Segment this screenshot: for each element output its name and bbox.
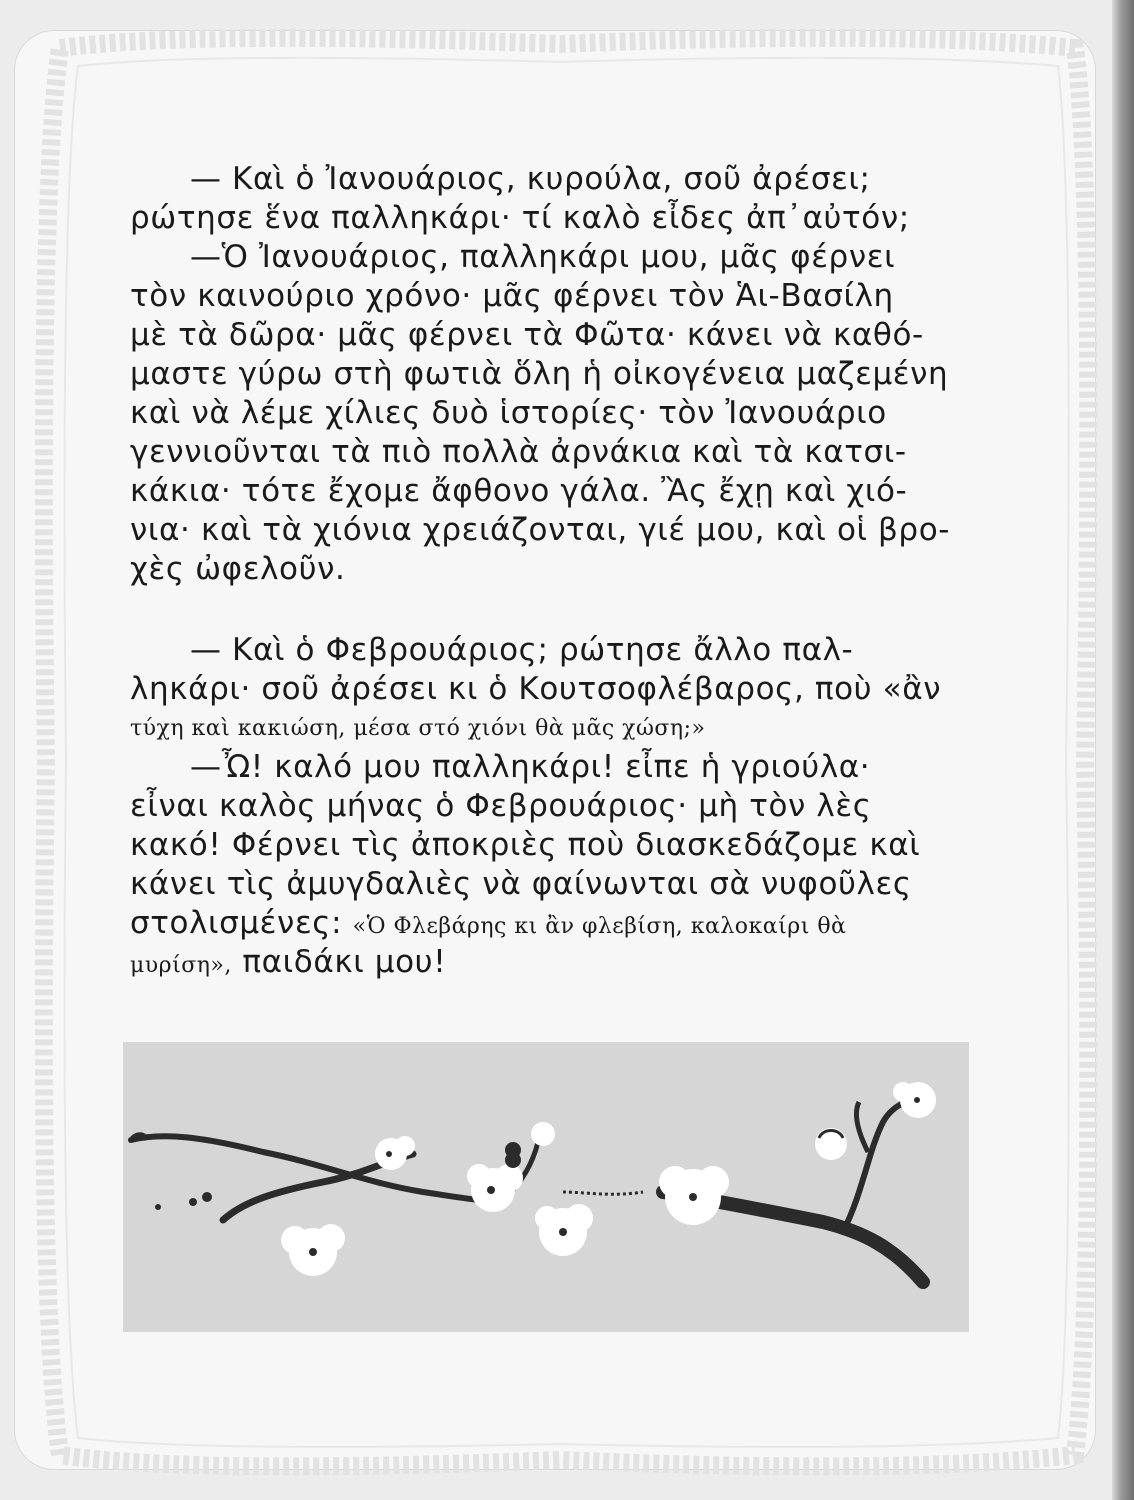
text-line: τὸν καινούριο χρόνο· μᾶς φέρνει τὸν Ἁι-Βασίλη (130, 278, 894, 314)
text-line: — Καὶ ὁ Ἰανουάριος, κυρούλα, σοῦ ἀρέσει; (190, 161, 871, 197)
text-line: μὲ τὰ δῶρα· μᾶς φέρνει τὰ Φῶτα· κάνει νὰ καθό- (130, 317, 924, 353)
text-line: κάνει τὶς ἀμυγδαλιὲς νὰ φαίνωνται σὰ νυφοῦλες (130, 866, 912, 902)
blossom (893, 1082, 936, 1118)
text-line: νια· καὶ τὰ χιόνια χρειάζονται, γιέ μου, καὶ οἱ βρο- (130, 512, 951, 548)
bud (189, 1198, 197, 1206)
quoted-proverb: μυρίση», (130, 953, 232, 978)
text-line: καὶ νὰ λέμε χίλιες δυὸ ἱστορίες· τὸν Ἰανουάριο (130, 395, 887, 431)
text-line: μαστε γύρω στὴ φωτιὰ ὅλη ἡ οἰκογένεια μαζεμένη (130, 356, 949, 392)
blossom (659, 1166, 729, 1225)
text-line: — Καὶ ὁ Φεβρουάριος; ρώτησε ἄλλο παλ- (190, 632, 854, 668)
blossom (815, 1128, 847, 1160)
blossom (375, 1136, 415, 1170)
branch (131, 1136, 503, 1200)
text-fragment: παιδάκι μου! (242, 944, 447, 980)
text-line: εἶναι καλὸς μήνας ὁ Φεβρουάριος· μὴ τὸν λὲς (130, 788, 872, 824)
text-line: γεννιοῦνται τὰ πιὸ πολλὰ ἀρνάκια καὶ τὰ κατσι- (130, 434, 907, 470)
quoted-proverb-line: τύχη καὶ κακιώση, μέσα στό χιόνι θὰ μᾶς χώση;» (130, 716, 706, 741)
text-line: κάκια· τότε ἔχομε ἄφθονο γάλα. Ἂς ἔχῃ καὶ χιό- (130, 473, 908, 509)
bud (202, 1192, 212, 1202)
almond-branch-drawing (123, 1042, 969, 1332)
blossom (281, 1224, 345, 1276)
almond-blossom-illustration (123, 1042, 969, 1332)
text-line: —Ὁ Ἰανουάριος, παλληκάρι μου, μᾶς φέρνει (190, 239, 896, 275)
text-line: χὲς ὠφελοῦν. (130, 551, 346, 587)
branch (843, 1100, 913, 1232)
text-line (130, 904, 960, 943)
text-line: κακό! Φέρνει τὶς ἀποκριὲς ποὺ διασκεδάζομε καὶ (130, 827, 921, 863)
branch-twig (856, 1102, 868, 1152)
bud (155, 1204, 161, 1210)
text-line: ληκάρι· σοῦ ἀρέσει κι ὁ Κουτσοφλέβαρος, ποὺ «ἂν (130, 671, 942, 707)
blossom (535, 1204, 593, 1256)
blossom (467, 1164, 523, 1212)
story-text (130, 160, 960, 982)
text-line (130, 943, 960, 982)
book-binding-edge (1112, 0, 1134, 1500)
text-line: —Ὦ! καλό μου παλληκάρι! εἶπε ἡ γριούλα· (190, 749, 871, 785)
quoted-proverb: «Ὁ Φλεβάρης κι ἂν φλεβίση, καλοκαίρι θὰ (352, 914, 847, 939)
paragraph-gap (130, 589, 960, 631)
branch-twig (563, 1192, 643, 1194)
bud (505, 1152, 521, 1168)
text-fragment: στολισμένες: (130, 905, 343, 941)
text-line: ρώτησε ἕνα παλληκάρι· τί καλὸ εἶδες ἀπ᾽αὐτόν; (130, 200, 910, 236)
